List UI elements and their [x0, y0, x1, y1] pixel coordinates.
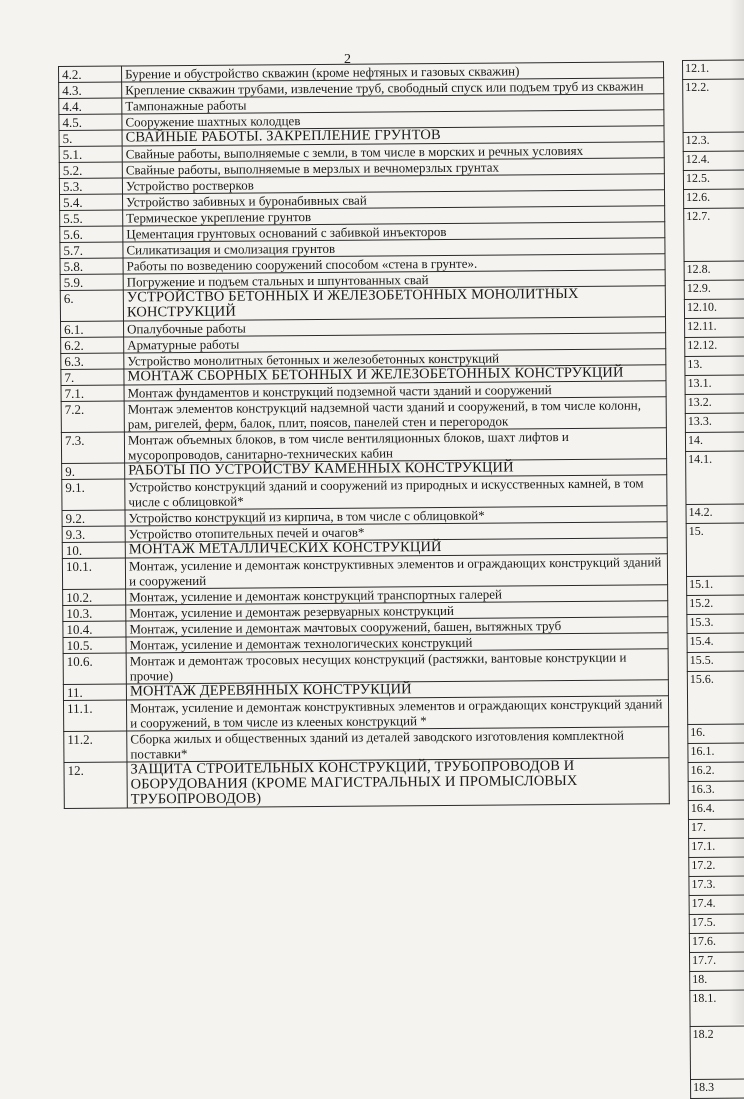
item-number: 12. [64, 762, 127, 808]
item-description: Свайные работы, выполняемые в мерзлых и вечномерзлых грунтах [122, 158, 664, 178]
page-number: 2 [344, 52, 351, 67]
item-description: Сборка жилых и общественных зданий из деталей заводского изготовления комплектной поставки* [127, 727, 669, 762]
item-description: Монтаж объемных блоков, в том числе вентиляционных блоков, шахт лифтов и мусоропроводов, санитарно-технических кабин [124, 428, 666, 463]
item-description: Свайные работы, выполняемые с земли, в том числе в морских и речных условиях [122, 142, 664, 162]
item-number: 4.2. [59, 66, 122, 82]
item-description: Термическое укрепление грунтов [123, 206, 665, 226]
item-number: 6.1. [61, 321, 124, 337]
item-number: 5.9. [60, 274, 123, 290]
item-description: Монтаж, усиление и демонтаж конструктивных элементов и ограждающих конструкций зданий и сооружений, в том числе из клееных конструкций * [126, 696, 668, 731]
item-number: 10.3. [63, 605, 126, 621]
item-number: 5.4. [60, 194, 123, 210]
item-number: 10.2. [63, 589, 126, 605]
item-number: 14. [685, 432, 744, 452]
section-title: РАБОТЫ ПО УСТРОЙСТВУ КАМЕННЫХ КОНСТРУКЦИЙ [125, 459, 667, 479]
section-title: МОНТАЖ СБОРНЫХ БЕТОННЫХ И ЖЕЛЕЗОБЕТОННЫХ КОНСТРУКЦИЙ [124, 365, 666, 385]
section-title: МОНТАЖ ДЕРЕВЯННЫХ КОНСТРУКЦИЙ [126, 680, 668, 700]
item-description: Арматурные работы [124, 333, 666, 353]
table-row [61, 428, 666, 464]
works-table-body [59, 62, 670, 809]
item-number: 15.5. [687, 652, 744, 672]
section-row [60, 286, 665, 322]
item-number: 15.4. [687, 633, 744, 653]
item-number: 5.6. [60, 226, 123, 242]
item-description: Устройство конструкций зданий и сооружений из природных и искусственных камней, в том числе с облицовкой* [125, 475, 667, 510]
table-row [61, 397, 666, 433]
item-description: Устройство конструкций из кирпича, в том числе с облицовкой* [125, 506, 667, 526]
table-row [64, 727, 669, 763]
item-number: 11.1. [63, 700, 126, 731]
item-number: 6.2. [61, 337, 124, 353]
item-number: 13.3. [685, 413, 744, 433]
item-number: 13.2. [685, 394, 744, 414]
item-number: 11. [63, 684, 126, 700]
item-number: 10.4. [63, 621, 126, 637]
table-row [62, 475, 667, 511]
item-description: Погружение и подъем стальных и шпунтованных свай [123, 270, 665, 290]
item-description: Бурение и обустройство скважин (кроме нефтяных и газовых скважин) [122, 62, 664, 82]
item-number: 12.11. [685, 318, 744, 338]
item-number: 12.5. [683, 170, 744, 190]
item-number: 18.2 [690, 1026, 744, 1080]
item-number: 16. [688, 724, 744, 744]
item-description: Сооружение шахтных колодцев [122, 110, 664, 130]
item-number: 14.2. [686, 504, 744, 524]
item-description: Монтаж, усиление и демонтаж мачтовых сооружений, башен, вытяжных труб [126, 617, 668, 637]
item-number: 12.3. [683, 132, 744, 152]
item-number: 4.4. [59, 98, 122, 114]
item-description: Силикатизация и смолизация грунтов [123, 238, 665, 258]
item-description: Монтаж элементов конструкций надземной части зданий и сооружений, в том числе колонн, рам, ригелей, ферм, балок, плит, поясов, панелей стен и перегородок [124, 397, 666, 432]
item-number: 5.7. [60, 242, 123, 258]
item-number: 17.5. [689, 914, 744, 934]
item-number: 12.10. [684, 299, 744, 319]
item-number: 4.5. [59, 114, 122, 130]
item-number: 11.2. [64, 731, 127, 762]
item-number: 18.3 [691, 1079, 744, 1099]
item-description: Тампонажные работы [122, 94, 664, 114]
section-title: МОНТАЖ МЕТАЛЛИЧЕСКИХ КОНСТРУКЦИЙ [125, 538, 667, 558]
item-number: 15.2. [687, 595, 744, 615]
item-number: 14.1. [686, 451, 744, 505]
item-description: Монтаж фундаментов и конструкций подземной части зданий и сооружений [124, 381, 666, 401]
item-number: 18.1. [690, 990, 744, 1027]
item-number: 5.5. [60, 210, 123, 226]
item-description: Монтаж, усиление и демонтаж конструктивных элементов и ограждающих конструкций зданий и сооружений [125, 554, 667, 589]
item-number: 12.2. [683, 79, 744, 133]
page-edge-shadow [730, 0, 744, 1024]
item-number: 10.5. [63, 637, 126, 653]
item-number: 16.2. [688, 762, 744, 782]
item-number: 5.3. [59, 178, 122, 194]
item-description: Устройство монолитных бетонных и железобетонных конструкций [124, 349, 666, 369]
item-description: Устройство забивных и буронабивных свай [123, 190, 665, 210]
item-number: 13.1. [685, 375, 744, 395]
item-description: Крепление скважин трубами, извлечение труб, свободный спуск или подъем труб из скважин [122, 78, 664, 98]
item-number: 7.2. [61, 401, 124, 432]
item-number: 5.8. [60, 258, 123, 274]
table-row [63, 649, 668, 685]
item-number: 16.4. [688, 800, 744, 820]
item-number: 15.1. [687, 576, 744, 596]
item-number: 9. [62, 463, 125, 479]
item-description: Монтаж, усиление и демонтаж резервуарных конструкций [126, 601, 668, 621]
item-description: Монтаж, усиление и демонтаж конструкций транспортных галерей [126, 585, 668, 605]
item-number: 17.1. [689, 838, 744, 858]
item-description: Устройство ростверков [122, 174, 664, 194]
item-number: 12.7. [684, 208, 744, 262]
item-number: 12.1. [683, 60, 744, 80]
item-number: 12.8. [684, 261, 744, 281]
item-number: 5. [59, 130, 122, 146]
item-number: 15.6. [687, 671, 744, 725]
item-description: Работы по возведению сооружений способом «стена в грунте». [123, 254, 665, 274]
item-number: 12.9. [684, 280, 744, 300]
item-number: 7.1. [61, 385, 124, 401]
works-table [58, 61, 670, 809]
item-number: 17.4. [689, 895, 744, 915]
item-number: 9.2. [62, 510, 125, 526]
item-number: 5.2. [59, 162, 122, 178]
item-number: 18. [690, 971, 744, 991]
item-number: 16.1. [688, 743, 744, 763]
item-description: Устройство отопительных печей и очагов* [125, 522, 667, 542]
section-row [64, 758, 669, 809]
item-number: 12.4. [683, 151, 744, 171]
table-row [691, 1079, 744, 1099]
item-number: 10.1. [62, 558, 125, 589]
item-number: 15.3. [687, 614, 744, 634]
item-number: 13. [685, 356, 744, 376]
item-description: Цементация грунтовых оснований с забивкой инъекторов [123, 222, 665, 242]
item-number: 17.7. [690, 952, 744, 972]
table-row [690, 1026, 744, 1080]
item-number: 6.3. [61, 353, 124, 369]
item-description: Монтаж и демонтаж тросовых несущих конструкций (растяжки, вантовые конструкции и прочие) [126, 649, 668, 684]
item-number: 10.6. [63, 653, 126, 684]
item-number: 17. [688, 819, 744, 839]
item-number: 17.3. [689, 876, 744, 896]
item-number: 17.6. [689, 933, 744, 953]
item-number: 17.2. [689, 857, 744, 877]
table-row [63, 696, 668, 732]
item-number: 9.3. [62, 526, 125, 542]
section-title: УСТРОЙСТВО БЕТОННЫХ И ЖЕЛЕЗОБЕТОННЫХ МОНОЛИТНЫХ КОНСТРУКЦИЙ [123, 286, 665, 321]
item-number: 16.3. [688, 781, 744, 801]
item-description: Опалубочные работы [124, 317, 666, 337]
item-number: 7.3. [61, 432, 124, 463]
item-number: 5.1. [59, 146, 122, 162]
item-number: 7. [61, 369, 124, 385]
table-row [62, 554, 667, 590]
section-title: ЗАЩИТА СТРОИТЕЛЬНЫХ КОНСТРУКЦИЙ, ТРУБОПРОВОДОВ И ОБОРУДОВАНИЯ (КРОМЕ МАГИСТРАЛЬНЫХ И ПРОМЫСЛОВЫХ ТРУБОПРОВОДОВ) [127, 758, 669, 808]
item-number: 12.12. [685, 337, 744, 357]
item-number: 6. [60, 290, 123, 321]
item-number: 10. [62, 542, 125, 558]
item-number: 15. [686, 523, 744, 577]
section-title: СВАЙНЫЕ РАБОТЫ. ЗАКРЕПЛЕНИЕ ГРУНТОВ [122, 126, 664, 146]
item-number: 12.6. [684, 189, 744, 209]
item-number: 9.1. [62, 479, 125, 510]
item-description: Монтаж, усиление и демонтаж технологических конструкций [126, 633, 668, 653]
item-number: 4.3. [59, 82, 122, 98]
